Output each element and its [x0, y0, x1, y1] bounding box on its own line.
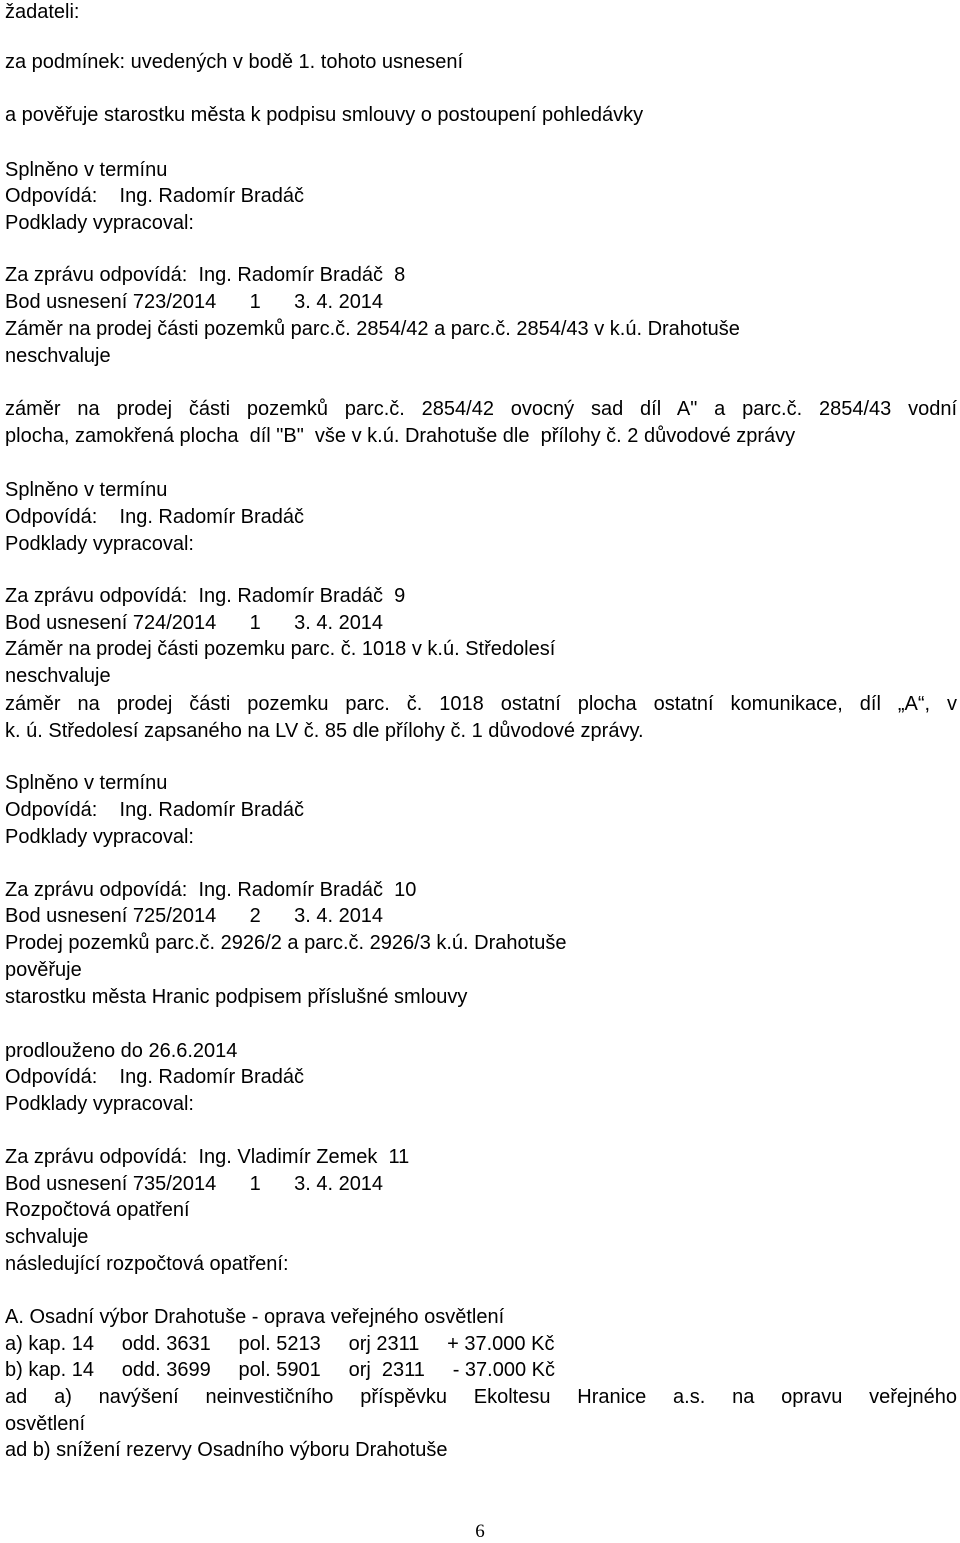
text-line: Podklady vypracoval:: [5, 826, 194, 848]
text-line: Odpovídá: Ing. Radomír Bradáč: [5, 799, 305, 821]
text-line: prodlouženo do 26.6.2014: [5, 1040, 238, 1062]
text-line: Za zprávu odpovídá: Ing. Vladimír Zemek 11: [5, 1146, 410, 1168]
text-line: a) kap. 14 odd. 3631 pol. 5213 orj 2311 + 37.000 Kč: [5, 1333, 555, 1355]
text-line: A. Osadní výbor Drahotuše - oprava veřejného osvětlení: [5, 1306, 505, 1328]
text-line: následující rozpočtová opatření:: [5, 1253, 289, 1275]
text-line: Bod usnesení 724/2014 1 3. 4. 2014: [5, 612, 384, 634]
text-line: Prodej pozemků parc.č. 2926/2 a parc.č. 2926/3 k.ú. Drahotuše: [5, 932, 567, 954]
text-line: Splněno v termínu: [5, 479, 168, 501]
text-line: ad a) navýšení neinvestičního příspěvku Ekoltesu Hranice a.s. na opravu veřejného: [5, 1386, 957, 1408]
text-line: Za zprávu odpovídá: Ing. Radomír Bradáč 8: [5, 264, 406, 286]
text-line: pověřuje: [5, 959, 82, 981]
text-line: Podklady vypracoval:: [5, 533, 194, 555]
text-line: plocha, zamokřená plocha díl "B" vše v k.ú. Drahotuše dle přílohy č. 2 důvodové zprávy: [5, 425, 796, 447]
text-line: Za zprávu odpovídá: Ing. Radomír Bradáč 10: [5, 879, 417, 901]
page-number: 6: [475, 1521, 485, 1542]
text-line: záměr na prodej části pozemků parc.č. 2854/42 ovocný sad díl A" a parc.č. 2854/43 vodní: [5, 398, 957, 420]
text-line: Rozpočtová opatření: [5, 1199, 190, 1221]
text-line: Bod usnesení 725/2014 2 3. 4. 2014: [5, 905, 384, 927]
text-line: k. ú. Středolesí zapsaného na LV č. 85 dle přílohy č. 1 důvodové zprávy.: [5, 720, 644, 742]
text-line: Za zprávu odpovídá: Ing. Radomír Bradáč 9: [5, 585, 406, 607]
text-line: starostku města Hranic podpisem příslušné smlouvy: [5, 986, 468, 1008]
text-line: schvaluje: [5, 1226, 89, 1248]
text-line: b) kap. 14 odd. 3699 pol. 5901 orj 2311 - 37.000 Kč: [5, 1359, 555, 1381]
text-line: ad b) snížení rezervy Osadního výboru Drahotuše: [5, 1439, 448, 1461]
text-line: Bod usnesení 735/2014 1 3. 4. 2014: [5, 1173, 384, 1195]
text-line: Splněno v termínu: [5, 772, 168, 794]
text-line: Podklady vypracoval:: [5, 1093, 194, 1115]
text-line: žadateli:: [5, 1, 80, 23]
text-line: neschvaluje: [5, 345, 111, 367]
text-line: Odpovídá: Ing. Radomír Bradáč: [5, 185, 305, 207]
text-line: za podmínek: uvedených v bodě 1. tohoto usnesení: [5, 51, 464, 73]
text-line: Záměr na prodej části pozemků parc.č. 2854/42 a parc.č. 2854/43 v k.ú. Drahotuše: [5, 318, 740, 340]
text-line: Podklady vypracoval:: [5, 212, 194, 234]
text-line: Bod usnesení 723/2014 1 3. 4. 2014: [5, 291, 384, 313]
text-line: Odpovídá: Ing. Radomír Bradáč: [5, 506, 305, 528]
text-line: osvětlení: [5, 1413, 86, 1435]
text-line: neschvaluje: [5, 665, 111, 687]
text-line: a pověřuje starostku města k podpisu smlouvy o postoupení pohledávky: [5, 104, 644, 126]
text-line: záměr na prodej části pozemku parc. č. 1018 ostatní plocha ostatní komunikace, díl „A“, v: [5, 693, 957, 715]
text-line: Splněno v termínu: [5, 159, 168, 181]
text-line: Odpovídá: Ing. Radomír Bradáč: [5, 1066, 305, 1088]
text-line: Záměr na prodej části pozemku parc. č. 1018 v k.ú. Středolesí: [5, 638, 556, 660]
